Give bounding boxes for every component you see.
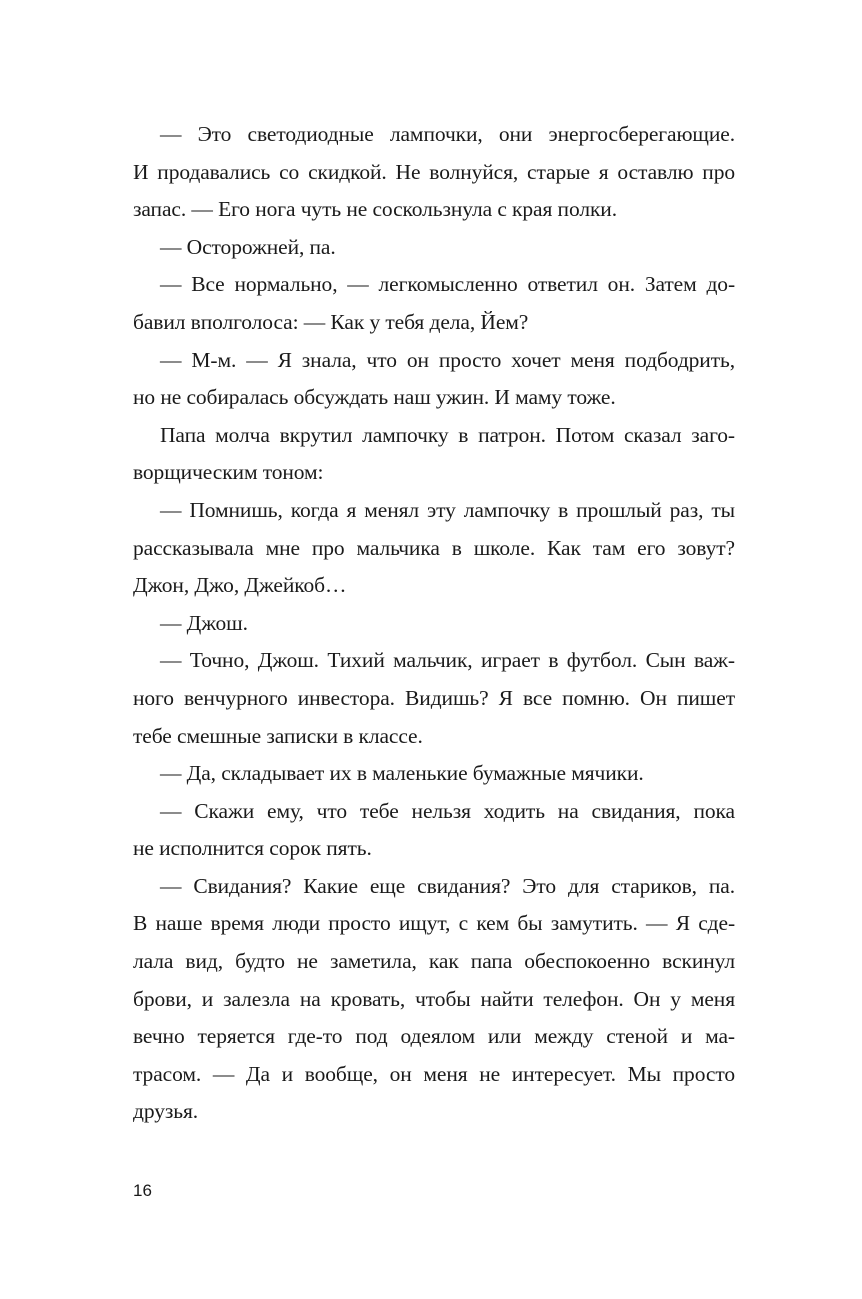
text-line: брови, и залезла на кровать, чтобы найти телефон. Он у меня: [133, 986, 735, 1011]
text-line: — Да, складывает их в маленькие бумажные мячики.: [160, 761, 644, 786]
text-line: но не собиралась обсуждать наш ужин. И маму тоже.: [133, 385, 616, 410]
text-line: — Скажи ему, что тебе нельзя ходить на свидания, пока: [160, 798, 735, 823]
text-line: — Это светодиодные лампочки, они энергосберегающие.: [160, 122, 735, 146]
text-line: Джон, Джо, Джейкоб…: [133, 573, 347, 598]
text-line: лала вид, будто не заметила, как папа обеспокоенно вскинул: [133, 949, 735, 974]
text-line: друзья.: [133, 1099, 199, 1124]
text-line: — М-м. — Я знала, что он просто хочет меня подбодрить,: [160, 347, 735, 372]
text-line: — Свидания? Какие еще свидания? Это для стариков, па.: [160, 873, 735, 898]
text-line: не исполнится сорок пять.: [133, 836, 372, 861]
text-line: — Джош.: [160, 610, 248, 635]
text-line: ного венчурного инвестора. Видишь? Я все помню. Он пишет: [133, 685, 735, 710]
text-line: И продавались со скидкой. Не волнуйся, старые я оставлю про: [133, 159, 735, 184]
text-line: рассказывала мне про мальчика в школе. Как там его зовут?: [133, 535, 735, 560]
text-line: В наше время люди просто ищут, с кем бы замутить. — Я сде-: [133, 911, 735, 936]
page-text: [133, 116, 735, 1131]
text-line: — Помнишь, когда я менял эту лампочку в прошлый раз, ты: [160, 497, 735, 522]
text-line: — Осторожней, па.: [160, 234, 336, 259]
text-line: бавил вполголоса: — Как у тебя дела, Йем?: [133, 309, 529, 334]
text-line: вечно теряется где-то под одеялом или между стеной и ма-: [133, 1024, 735, 1049]
text-line: Папа молча вкрутил лампочку в патрон. Потом сказал заго-: [160, 422, 735, 447]
text-line: тебе смешные записки в классе.: [133, 723, 423, 748]
page-number: 16: [133, 1181, 152, 1200]
text-line: — Все нормально, — легкомысленно ответил он. Затем до-: [160, 272, 735, 297]
text-line: трасом. — Да и вообще, он меня не интересует. Мы просто: [133, 1061, 735, 1086]
text-line: запас. — Его нога чуть не соскользнула с края полки.: [133, 197, 617, 222]
text-line: — Точно, Джош. Тихий мальчик, играет в футбол. Сын важ-: [160, 648, 735, 673]
text-line: ворщическим тоном:: [133, 460, 324, 485]
